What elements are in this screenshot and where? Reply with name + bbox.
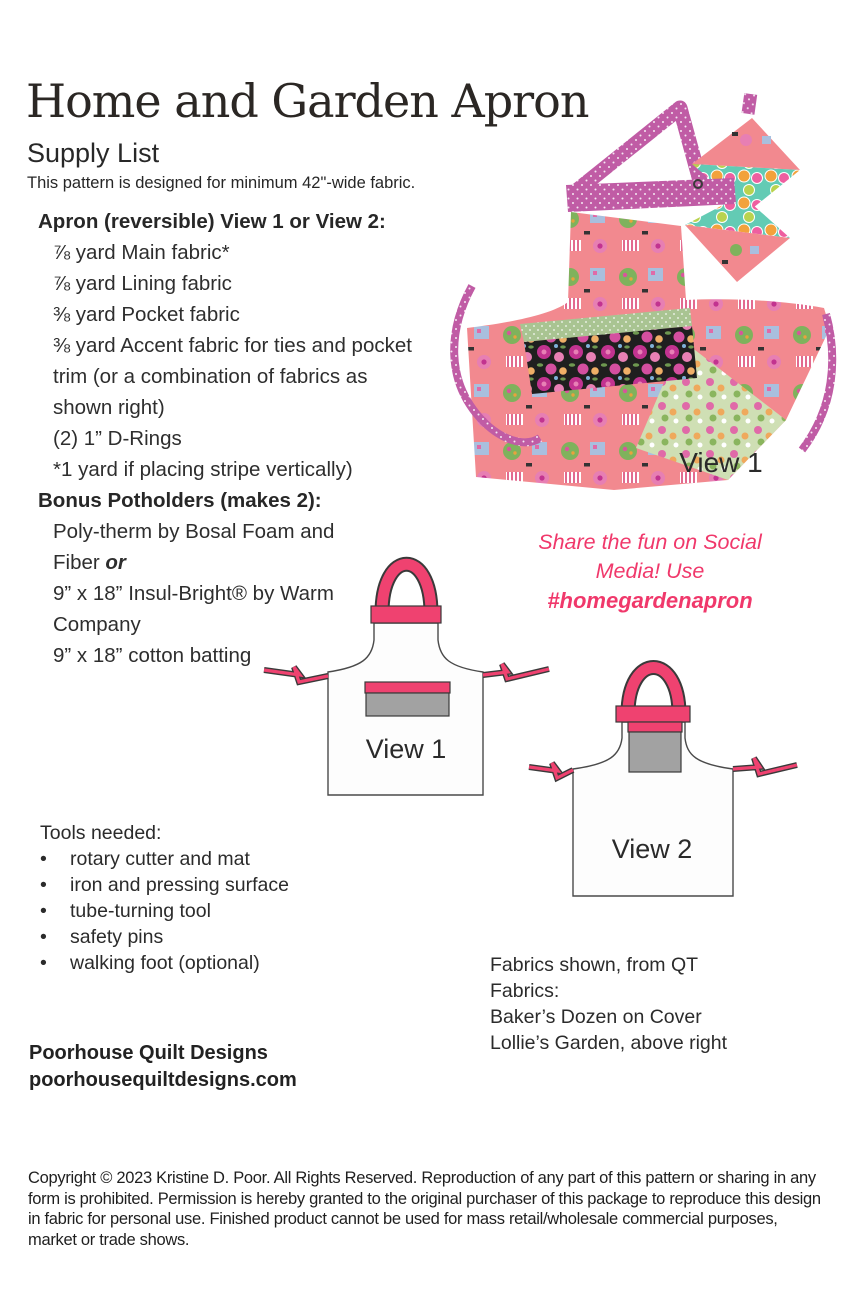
view2-label: View 2 xyxy=(611,834,693,864)
tool-item: • walking foot (optional) xyxy=(40,952,260,974)
view2-pocket xyxy=(629,732,681,772)
supply-item: Poly-therm by Bosal Foam and Fiber or xyxy=(53,520,335,574)
page-title: Home and Garden Apron xyxy=(26,74,589,128)
bullet: • xyxy=(40,900,47,922)
fabrics-note-line: Baker’s Dozen on Cover xyxy=(490,1006,702,1028)
tools-section xyxy=(40,820,289,976)
view1-label: View 1 xyxy=(365,734,447,764)
supply-item: ⅞ yard Main fabric* xyxy=(53,241,230,264)
social-line: Share the fun on Social xyxy=(538,530,762,554)
view1-diagram xyxy=(264,564,549,795)
view2-pocket-trim xyxy=(628,722,682,732)
view1-bib-band xyxy=(371,606,441,623)
supply-item: ⅜ yard Accent fabric for ties and pocket trim (or a combination of fabrics as shown right) xyxy=(53,334,412,419)
view1-pocket xyxy=(366,693,449,716)
or-word: or xyxy=(105,551,126,574)
bullet: • xyxy=(40,926,47,948)
fabrics-note-line: Fabrics: xyxy=(490,980,560,1002)
supply-list-heading: Supply List xyxy=(27,138,160,168)
supply-item: (2) 1” D-Rings xyxy=(53,427,182,450)
supply-item: *1 yard if placing stripe vertically) xyxy=(53,458,353,481)
brand-website: poorhousequiltdesigns.com xyxy=(29,1069,297,1091)
brand-name: Poorhouse Quilt Designs xyxy=(29,1042,268,1064)
fabrics-note-line: Fabrics shown, from QT xyxy=(490,954,699,976)
tools-heading: Tools needed: xyxy=(40,822,162,844)
bullet: • xyxy=(40,874,47,896)
tool-item: • iron and pressing surface xyxy=(40,874,289,896)
brand-block xyxy=(29,1040,297,1094)
apron-supplies-items xyxy=(38,237,422,485)
social-hashtag: #homegardenapron xyxy=(547,588,753,613)
fabrics-note-line: Lollie’s Garden, above right xyxy=(490,1032,728,1054)
view2-diagram xyxy=(529,668,797,897)
supply-item: 9” x 18” Insul-Bright® by Warm Company xyxy=(53,582,334,636)
potholder-loop xyxy=(742,93,758,115)
supply-item: ⅞ yard Lining fabric xyxy=(53,272,232,295)
apron-diagrams xyxy=(255,550,805,910)
supply-item: ⅜ yard Pocket fabric xyxy=(53,303,240,326)
fabrics-note xyxy=(490,952,727,1056)
tool-item: • rotary cutter and mat xyxy=(40,848,250,870)
copyright-text: Copyright © 2023 Kristine D. Poor. All Rights Reserved. Reproduction of any part of this pattern or sharing in any form is prohibited. Permission is hereby granted to the original purchaser of this package to reproduce this design in fabric for personal use. Finished product cannot be used for mass retail/wholesale commercial purposes, market or trade shows. xyxy=(28,1169,821,1249)
social-line: Media! Use xyxy=(595,559,705,583)
apron-supplies-heading: Apron (reversible) View 1 or View 2: xyxy=(38,210,386,233)
potholder-2 xyxy=(685,195,790,282)
apron-photo xyxy=(440,88,841,500)
tool-item: • safety pins xyxy=(40,926,164,948)
view2-bib-band xyxy=(616,706,690,722)
fabric-width-note: This pattern is designed for minimum 42"-wide fabric. xyxy=(27,174,416,192)
photo-neck-strap xyxy=(575,108,702,192)
supply-item: 9” x 18” cotton batting xyxy=(53,644,252,667)
bullet: • xyxy=(40,952,47,974)
photo-view1-label: View 1 xyxy=(679,447,763,478)
tool-item: • tube-turning tool xyxy=(40,900,211,922)
bullet: • xyxy=(40,848,47,870)
view1-pocket-trim xyxy=(365,682,450,693)
potholders-heading: Bonus Potholders (makes 2): xyxy=(38,489,322,512)
